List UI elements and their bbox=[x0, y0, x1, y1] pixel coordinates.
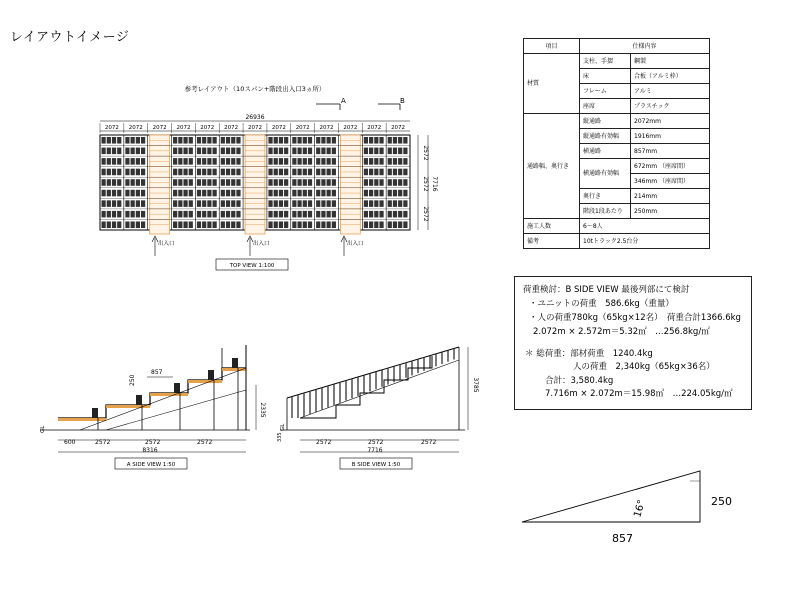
spec-cell: フレーム bbox=[580, 84, 631, 99]
total-width-label: 26936 bbox=[245, 114, 265, 121]
entrance-2 bbox=[247, 236, 270, 256]
spec-passage-label: 通路幅、奥行き bbox=[524, 114, 580, 219]
span-width-label: 2072 bbox=[248, 125, 262, 131]
b-dim-1: 2572 bbox=[316, 439, 332, 446]
span-width-label: 2072 bbox=[391, 125, 406, 131]
a-step-height: 250 bbox=[129, 374, 136, 386]
spec-cell: 672mm （座席間） bbox=[631, 159, 710, 174]
a-total: 8316 bbox=[142, 447, 158, 454]
spec-cell: 横通路有効幅 bbox=[580, 159, 631, 189]
slope-angle: 16° bbox=[632, 498, 648, 519]
b-side-view-drawing bbox=[277, 347, 479, 469]
spec-cell: 214mm bbox=[631, 189, 710, 204]
a-side-view-label: A SIDE VIEW 1:50 bbox=[126, 462, 176, 468]
spec-cell: 階段1段あたり bbox=[580, 204, 631, 219]
slope-triangle bbox=[522, 471, 732, 545]
a-side-view-drawing bbox=[40, 345, 266, 469]
b-side-view-label: B SIDE VIEW 1:50 bbox=[351, 462, 401, 468]
spec-cell: 縦通路 bbox=[580, 114, 631, 129]
row-depth-2: 2572 bbox=[422, 176, 429, 192]
a-gl: GL bbox=[40, 425, 46, 433]
area-calc: 2.072m × 2.572m＝5.32㎡ …256.8kg/㎡ bbox=[533, 327, 710, 337]
span-width-label: 2072 bbox=[128, 125, 143, 131]
unit-load: ・ユニットの荷重 586.6kg（重量） bbox=[529, 299, 674, 309]
spec-cell: プラスチック bbox=[631, 99, 710, 114]
load-check-box bbox=[514, 276, 752, 410]
total-people: 人の荷重 2,340kg（65kg×36名） bbox=[573, 362, 715, 372]
spec-workers-label: 施工人数 bbox=[524, 219, 580, 234]
span-width-label: 2072 bbox=[152, 125, 167, 131]
span-width-label: 2072 bbox=[271, 125, 286, 131]
a-height: 2335 bbox=[259, 402, 266, 418]
total-title: ＊ 総荷重：部材荷重 1240.4kg bbox=[525, 349, 653, 359]
slope-run: 857 bbox=[612, 532, 633, 545]
spec-notes-label: 備考 bbox=[524, 234, 580, 249]
span-width-label: 2072 bbox=[343, 125, 358, 131]
spec-cell: アルミ bbox=[631, 84, 710, 99]
svg-text:出入口: 出入口 bbox=[158, 241, 175, 247]
spec-cell: 床 bbox=[580, 69, 631, 84]
spec-cell: 奥行き bbox=[580, 189, 631, 204]
slope-rise: 250 bbox=[711, 495, 732, 508]
spec-cell: 2072mm bbox=[631, 114, 710, 129]
row-depth-3: 2572 bbox=[422, 206, 429, 222]
spec-workers-value: 6～8人 bbox=[580, 219, 710, 234]
spec-header-item: 項目 bbox=[524, 39, 580, 54]
svg-text:出入口: 出入口 bbox=[253, 241, 270, 247]
spec-notes-value: 10tトラック2.5台分 bbox=[580, 234, 710, 249]
span-width-label: 2072 bbox=[200, 125, 215, 131]
page-title: レイアウトイメージ bbox=[10, 30, 130, 45]
spec-cell: 鋼製 bbox=[631, 54, 710, 69]
top-view-seating bbox=[100, 135, 410, 234]
load-title: 荷重検討：B SIDE VIEW 最後列部にて検討 bbox=[523, 285, 690, 295]
spec-header-content: 仕様内容 bbox=[580, 39, 710, 54]
spec-material-label: 材質 bbox=[524, 54, 580, 114]
svg-text:出入口: 出入口 bbox=[347, 241, 364, 247]
a-step-width: 857 bbox=[151, 369, 163, 376]
section-mark-b: B bbox=[400, 97, 405, 105]
a-dim-3: 2572 bbox=[145, 439, 161, 446]
entrance-3 bbox=[341, 236, 364, 256]
spec-cell: 縦通路有効幅 bbox=[580, 129, 631, 144]
span-width-label: 2072 bbox=[367, 125, 382, 131]
a-dim-2: 2572 bbox=[95, 439, 111, 446]
b-total: 7716 bbox=[367, 447, 383, 454]
b-base: 335 bbox=[277, 432, 283, 442]
span-dimension-labels bbox=[100, 123, 405, 133]
total-depth: 7716 bbox=[431, 176, 438, 192]
spec-table bbox=[523, 38, 710, 249]
section-mark-a: A bbox=[341, 97, 346, 105]
a-dim-4: 2572 bbox=[197, 439, 213, 446]
spec-cell: 横通路 bbox=[580, 144, 631, 159]
spec-cell: 250mm bbox=[631, 204, 710, 219]
total-area: 7.716m × 2.072m＝15.98㎡ …224.05kg/㎡ bbox=[545, 389, 733, 399]
entrance-1 bbox=[152, 236, 175, 256]
spec-cell: 座席 bbox=[580, 99, 631, 114]
span-width-label: 2072 bbox=[224, 125, 239, 131]
top-view-label: TOP VIEW 1:100 bbox=[229, 263, 275, 269]
b-gl: GL bbox=[280, 423, 286, 431]
top-view-caption: 参考レイアウト（10スパン+階段出入口3ヵ所） bbox=[184, 85, 326, 93]
span-width-label: 2072 bbox=[319, 125, 334, 131]
people-load: ・人の荷重780kg（65kg×12名） 荷重合計1366.6kg bbox=[529, 313, 741, 323]
span-width-label: 2072 bbox=[104, 125, 119, 131]
row-depth-1: 2572 bbox=[422, 145, 429, 161]
spec-cell: 合板（アルミ枠） bbox=[631, 69, 710, 84]
span-width-label: 2072 bbox=[176, 125, 191, 131]
b-dim-2: 2572 bbox=[368, 439, 384, 446]
spec-cell: 346mm （座席間） bbox=[631, 174, 710, 189]
a-dim-1: 600 bbox=[64, 439, 76, 446]
b-height: 3785 bbox=[472, 377, 479, 393]
spec-cell: 1916mm bbox=[631, 129, 710, 144]
b-dim-3: 2572 bbox=[421, 439, 437, 446]
spec-cell: 857mm bbox=[631, 144, 710, 159]
total-sum: 合計：3,580.4kg bbox=[545, 376, 614, 386]
spec-cell: 支柱、手摺 bbox=[580, 54, 631, 69]
span-width-label: 2072 bbox=[295, 125, 310, 131]
